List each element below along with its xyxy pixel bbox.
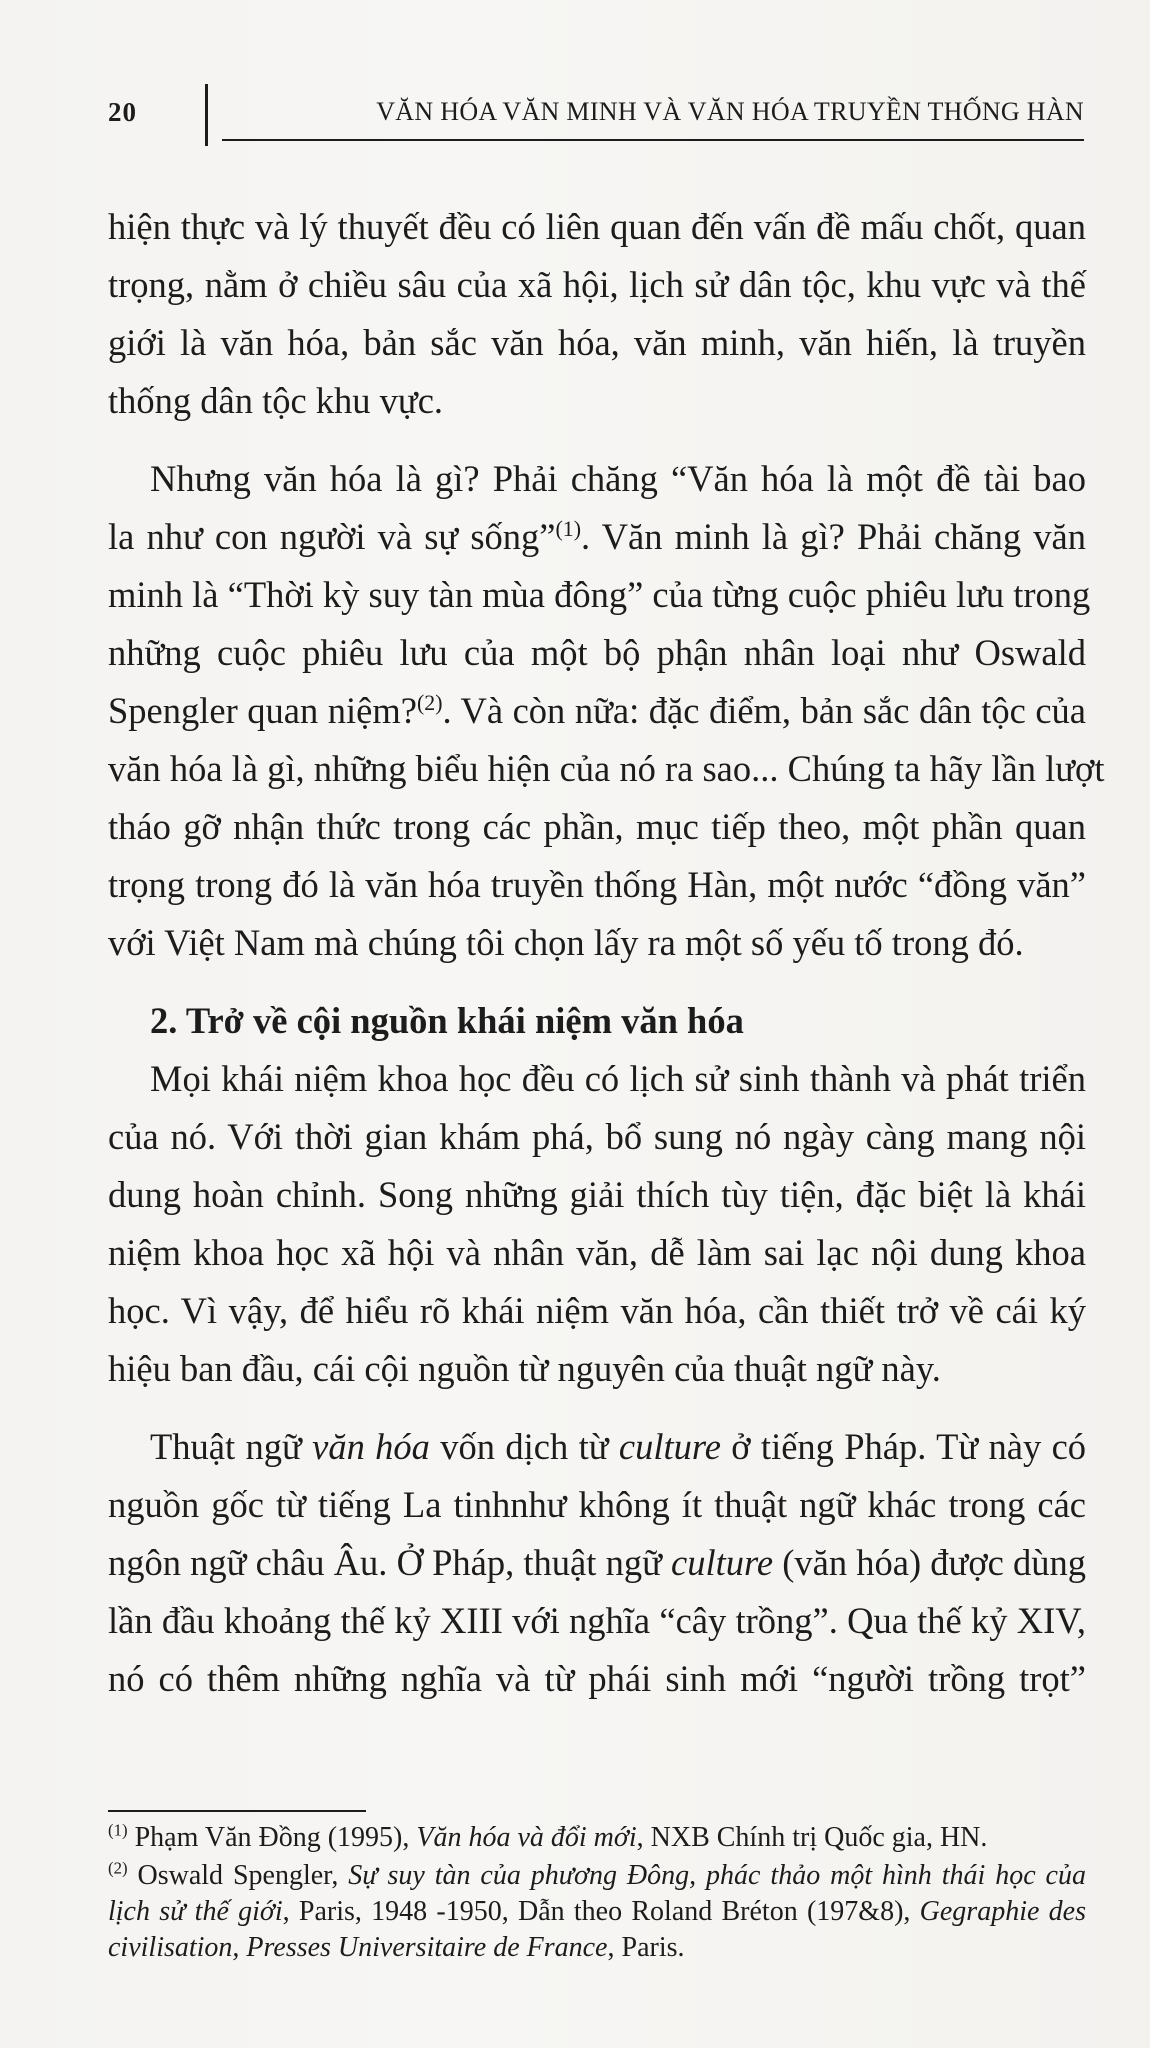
footnote-1: $^{(1)}$ Phạm Văn Đồng (1995), Văn hóa và đổi mới, NXB Chính trị Quốc gia, HN.: [108, 1820, 988, 1853]
footnote-rule: [108, 1810, 366, 1812]
section-heading: 2. Trở về cội nguồn khái niệm văn hóa: [150, 1000, 744, 1041]
text-line: nguồn gốc từ tiếng La tinhnhư không ít thuật ngữ khác trong các: [108, 1484, 1086, 1525]
text-line: với Việt Nam mà chúng tôi chọn lấy ra một số yếu tố trong đó.: [108, 922, 1024, 963]
text-line: trọng, nằm ở chiều sâu của xã hội, lịch sử dân tộc, khu vực và thế: [108, 264, 1086, 305]
text-line: Nhưng văn hóa là gì? Phải chăng “Văn hóa là một đề tài bao: [150, 458, 1086, 499]
text-line: minh là “Thời kỳ suy tàn mùa đông” của từng cuộc phiêu lưu trong: [108, 574, 1091, 615]
footnotes: [108, 1820, 1086, 1968]
footnote-ref-1[interactable]: (1): [555, 515, 582, 541]
text-line: của nó. Với thời gian khám phá, bổ sung nó ngày càng mang nội: [108, 1116, 1086, 1157]
footnote-marker: (2): [108, 1858, 128, 1878]
text-line: Thuật ngữ văn hóa vốn dịch từ culture ở tiếng Pháp. Từ này có: [150, 1426, 1087, 1467]
text-line: lần đầu khoảng thế kỷ XIII với nghĩa “cây trồng”. Qua thế kỷ XIV,: [108, 1600, 1086, 1641]
text-line: la như con người và sự sống”$^{(1)}$. Văn minh là gì? Phải chăng văn: [108, 515, 1086, 557]
text-line: niệm khoa học xã hội và nhân văn, dễ làm sai lạc nội dung khoa: [108, 1232, 1086, 1273]
paragraph-1: [108, 198, 1086, 430]
text-line: hiện thực và lý thuyết đều có liên quan đến vấn đề mấu chốt, quan: [108, 206, 1086, 247]
text-line: văn hóa là gì, những biểu hiện của nó ra sao... Chúng ta hãy lần lượt: [108, 748, 1105, 789]
paragraph-4: [108, 1418, 1086, 1708]
text-line: nó có thêm những nghĩa và từ phái sinh mới “người trồng trọt”: [108, 1658, 1086, 1699]
footnote-marker: (1): [108, 1820, 128, 1840]
text-line: những cuộc phiêu lưu của một bộ phận nhân loại như Oswald: [108, 632, 1086, 673]
paragraph-3: [108, 1050, 1086, 1398]
running-title: VĂN HÓA VĂN MINH VÀ VĂN HÓA TRUYỀN THỐNG HÀN: [376, 97, 1084, 126]
header-divider: [205, 84, 208, 146]
text-line: dung hoàn chỉnh. Song những giải thích tùy tiện, đặc biệt là khái: [108, 1174, 1086, 1215]
body-text: [108, 198, 1105, 1708]
text-line: hiệu ban đầu, cái cội nguồn từ nguyên của thuật ngữ này.: [108, 1348, 941, 1389]
text-line: trọng trong đó là văn hóa truyền thống Hàn, một nước “đồng văn”: [108, 864, 1086, 905]
footnote-ref-2[interactable]: (2): [416, 689, 443, 715]
footnote-2: $^{(2)}$ Oswald Spengler, Sự suy tàn của phương Đông, phác thảo một hình thái học của lịch sử thế giới, Paris, 1948 -1950, Dẫn theo Roland Bréton (197&8), Gegraphie des civilisation, Presses Universitaire de France, Paris.: [108, 1858, 1086, 1963]
text-line: Spengler quan niệm?$^{(2)}$. Và còn nữa: đặc điểm, bản sắc dân tộc của: [108, 689, 1086, 731]
text-line: tháo gỡ nhận thức trong các phần, mục tiếp theo, một phần quan: [108, 806, 1086, 847]
text-line: giới là văn hóa, bản sắc văn hóa, văn minh, văn hiến, là truyền: [108, 322, 1086, 363]
text-line: học. Vì vậy, để hiểu rõ khái niệm văn hóa, cần thiết trở về cái ký: [108, 1290, 1086, 1331]
paragraph-2: [108, 450, 1105, 972]
header-rule: [222, 139, 1084, 141]
text-line: thống dân tộc khu vực.: [108, 380, 444, 421]
text-line: Mọi khái niệm khoa học đều có lịch sử sinh thành và phát triển: [150, 1058, 1086, 1099]
page-number: 20: [108, 97, 137, 127]
text-line: ngôn ngữ châu Âu. Ở Pháp, thuật ngữ culture (văn hóa) được dùng: [108, 1542, 1087, 1583]
